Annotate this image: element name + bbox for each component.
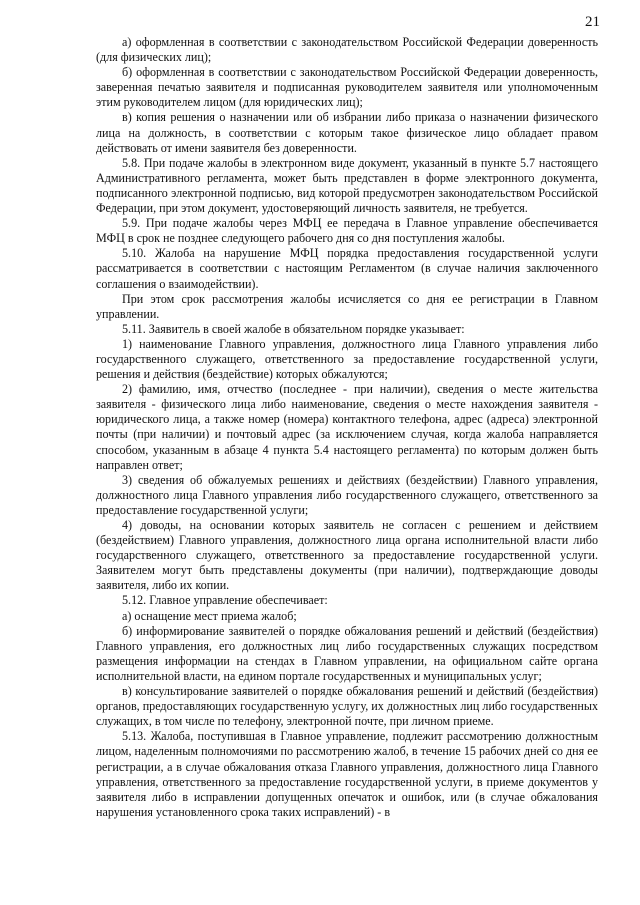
document-body [96,35,598,820]
paragraph-5-12-item-a: а) оснащение мест приема жалоб; [122,608,297,623]
paragraph-5-8: 5.8. При подаче жалобы в электронном виде документ, указанный в пункте 5.7 настоящего Административного регламента, может быть представлен в форме электронного документа, подписанного электронной подписью, вид которой предусмотрен законодательством Российской Федерации, при этом документ, удостоверяющий личность заявителя, не требуется. [96,155,598,216]
paragraph-c-appointment-decision-copy: в) копия решения о назначении или об избрании либо приказа о назначении физического лица на должность, в соответствии с которым такое физическое лицо обладает правом действовать от имени заявителя без доверенности. [96,110,598,155]
paragraph-5-11-item-4: 4) доводы, на основании которых заявитель не согласен с решением и действием (бездействием) Главного управления, должностного лица органа исполнительной власти либо государственного служащего, ответственного за предоставление государственной услуги. Заявителем могут быть представлены документы (при наличии), подтверждающие доводы заявителя, либо их копии. [96,518,598,593]
paragraph-5-11-item-3: 3) сведения об обжалуемых решениях и действиях (бездействии) Главного управления, должностного лица Главного управления либо государственного служащего, ответственного за предоставление государственной услуги; [96,472,598,517]
paragraph-a-individual-power-of-attorney: а) оформленная в соответствии с законодательством Российской Федерации доверенность (для физических лиц); [96,35,598,65]
paragraph-5-12-item-b: б) информирование заявителей о порядке обжалования решений и действий (бездействия) Главного управления, его должностных лиц либо государственных служащих посредством размещения информации на стендах в Главном управлении, на официальном сайте органа исполнительной власти, на едином портале государственных и муниципальных услуг; [96,623,598,683]
paragraph-5-10: 5.10. Жалоба на нарушение МФЦ порядка предоставления государственной услуги рассматривается в соответствии с настоящим Регламентом (в случае наличия заключенного соглашения о взаимодействии). [96,246,598,291]
paragraph-5-11: 5.11. Заявитель в своей жалобе в обязательном порядке указывает: [122,321,465,336]
page-number: 21 [585,14,600,30]
paragraph-5-12: 5.12. Главное управление обеспечивает: [122,593,328,608]
paragraph-review-period: При этом срок рассмотрения жалобы исчисляется со дня ее регистрации в Главном управлении. [96,291,598,321]
paragraph-5-9: 5.9. При подаче жалобы через МФЦ ее передача в Главное управление обеспечивается МФЦ в срок не позднее следующего рабочего дня со дня поступления жалобы. [96,216,598,246]
paragraph-5-12-item-c: в) консультирование заявителей о порядке обжалования решений и действий (бездействия) органов, предоставляющих государственную услугу, их должностных лиц либо государственных служащих, в том числе по телефону, электронной почте, при личном приеме. [96,684,598,729]
paragraph-5-11-item-2: 2) фамилию, имя, отчество (последнее - при наличии), сведения о месте жительства заявителя - физического лица либо наименование, сведения о месте нахождения заявителя - юридического лица, а также номер (номера) контактного телефона, адрес (адреса) электронной почты (при наличии) и почтовый адрес (за исключением случая, когда жалоба направляется способом, указанным в абзаце 4 пункта 5.4 настоящего регламента) по которым должен быть направлен ответ; [96,382,598,472]
paragraph-5-13: 5.13. Жалоба, поступившая в Главное управление, подлежит рассмотрению должностным лицом, наделенным полномочиями по рассмотрению жалоб, в течение 15 рабочих дней со дня ее регистрации, а в случае обжалования отказа Главного управления, должностного лица Главного управления, ответственного за предоставление государственной услуги, в приеме документов у заявителя либо в исправлении допущенных опечаток и ошибок, или (в случае обжалования нарушения установленного срока таких исправлений) - в [96,729,598,819]
paragraph-5-11-item-1: 1) наименование Главного управления, должностного лица Главного управления либо государственного служащего, ответственного за предоставление государственной услуги, решения и действия (бездействие) которых обжалуются; [96,336,598,382]
paragraph-b-legal-entity-power-of-attorney: б) оформленная в соответствии с законодательством Российской Федерации доверенность, заверенная печатью заявителя и подписанная руководителем заявителя или уполномоченным этим руководителем лицом (для юридических лиц); [96,65,598,110]
